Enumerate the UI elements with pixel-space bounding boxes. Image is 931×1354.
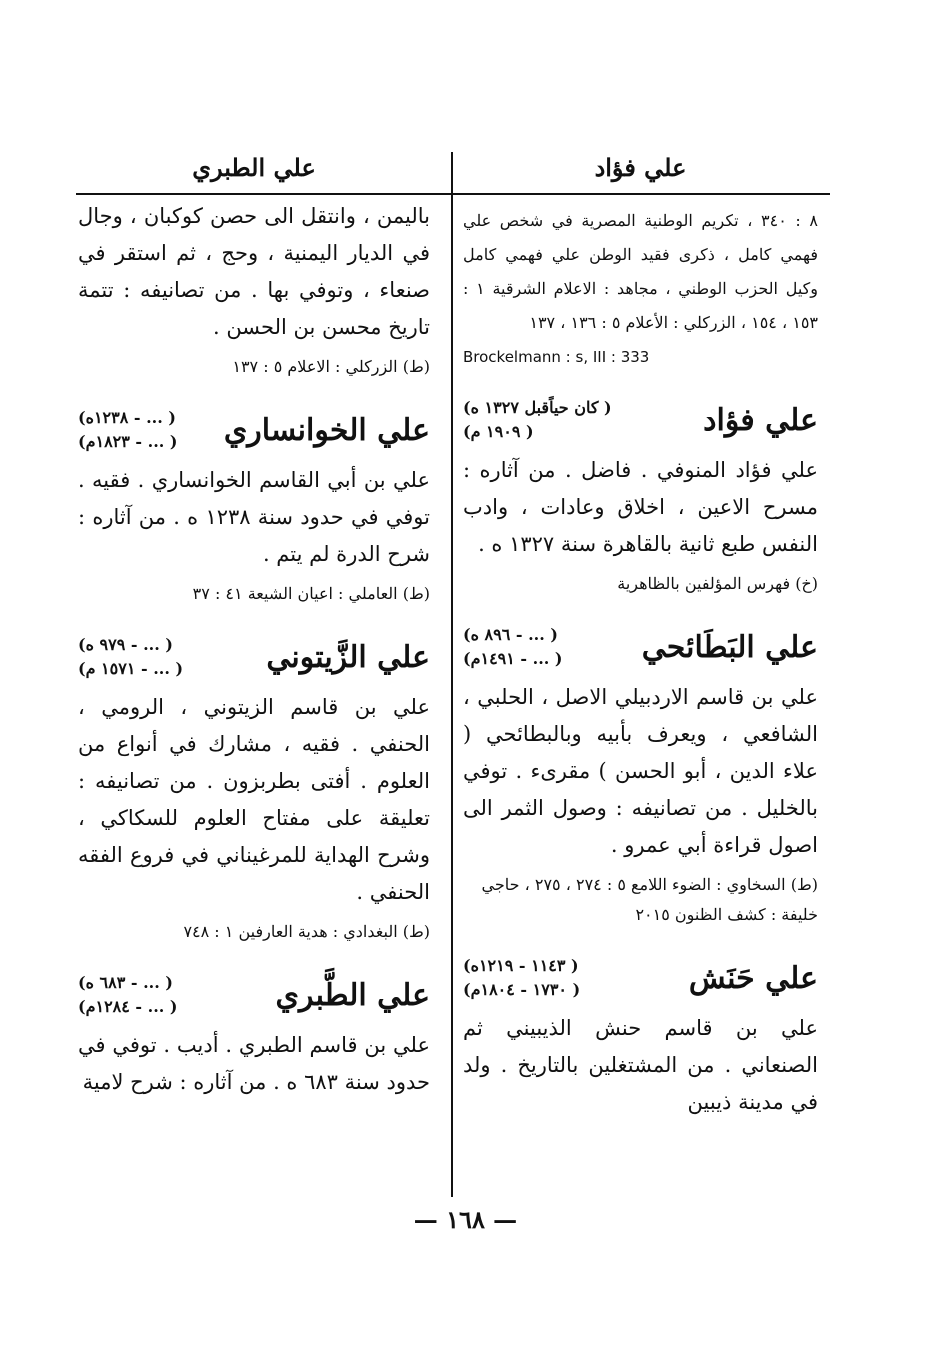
entry-header: [463, 954, 818, 1002]
entry-header: [463, 396, 818, 444]
date-gregorian: ( ١٩٠٩ م): [463, 422, 534, 441]
date-hijri: ( كان حياًقبل ١٣٢٧ ه): [463, 398, 612, 417]
date-gregorian: ( ... - ١٨٢٣م): [78, 432, 178, 451]
date-hijri: ( ... - ٩٧٩ ه): [78, 635, 173, 654]
entry-dates: [463, 623, 563, 671]
entry-body: علي فؤاد المنوفي . فاضل . من آثاره : مسرح الاعين ، اخلاق وعادات ، وادب النفس طبع ثانية بالقاهرة سنة ١٣٢٧ ه .: [463, 458, 818, 556]
entry-body: علي بن قاسم الطبري . أديب . توفي في حدود سنة ٦٨٣ ه . من آثاره : شرح لامية: [78, 1033, 430, 1094]
date-gregorian: ( ... - ١٥٧١ م): [78, 659, 184, 678]
right-top-text: ٨ : ٣٤٠ ، تكريم الوطنية المصرية في شخص علي فهمي كامل ، ذكرى فقيد الوطن علي فهمي كامل وكيل الحزب الوطني ، مجاهد : الاعلام الشرقية ١ : ١٥٣ ، ١٥٤ ، الزركلي : الأعلام ٥ : ١٣٦ ، ١٣٧: [463, 211, 819, 332]
entry-dates: [463, 954, 580, 1002]
date-hijri: ( ... - ٦٨٣ ه): [78, 973, 173, 992]
entry-header: [78, 406, 430, 454]
entry-source: (ط) البغدادي : هدية العارفين ١ : ٧٤٨: [183, 922, 430, 941]
left-running-head: علي الطبري: [192, 153, 316, 182]
left-top-source: (ط) الزركلي : الاعلام ٥ : ١٣٧: [232, 357, 430, 376]
date-gregorian: ( ... - ١٤٩١م): [463, 649, 563, 668]
entry-header: [78, 633, 430, 681]
right-column: [463, 148, 818, 1121]
right-running-head: علي فؤاد: [594, 153, 687, 182]
entry-dates: [78, 406, 178, 454]
entry-name: علي الخوانساري: [223, 412, 430, 448]
entry-dates: [78, 971, 178, 1019]
entry-source: (ط) السخاوي : الضوء اللامع ٥ : ٢٧٤ ، ٢٧٥ ، حاجي خليفة : كشف الظنون ٢٠١٥: [481, 875, 818, 924]
entry-body: علي بن قاسم حنش الذيبيني ثم الصنعاني . من المشتغلين بالتاريخ . ولد في مدينة ذيبين: [463, 1016, 818, 1114]
entry-header: [463, 623, 818, 671]
date-gregorian: ( ١٧٣٠ - ١٨٠٤م): [463, 980, 581, 999]
latin-reference: Brockelmann : s, III : 333: [463, 348, 650, 366]
entry-name: علي الطَّبري: [275, 977, 430, 1013]
entry-source: (خ) فهرس المؤلفين بالظاهرية: [617, 574, 818, 593]
date-gregorian: ( ... - ١٢٨٤م): [78, 997, 178, 1016]
entry-name: علي البَطَائحي: [641, 629, 818, 665]
left-column: [78, 148, 430, 1101]
entry-header: [78, 971, 430, 1019]
date-hijri: ( ١١٤٣ - ١٢١٩ه): [463, 956, 579, 975]
left-top-text: باليمن ، وانتقل الى حصن كوكبان ، وجال في الديار اليمنية ، وحج ، ثم استقر في صنعاء ، وتوفي بها . من تصانيفه : تتمة تاريخ محسن بن الحسن .: [78, 204, 430, 339]
page-number: — ١٦٨ —: [413, 1205, 518, 1234]
entry-name: علي الزَّيتوني: [266, 639, 430, 675]
entry-name: علي حَنَش: [688, 960, 818, 996]
date-hijri: ( ... - ٨٩٦ ه): [463, 625, 558, 644]
entry-body: علي بن قاسم الاردبيلي الاصل ، الحلبي ، الشافعي ، ويعرف بأبيه وبالبطائحي ( علاء الدين ، أبو الحسن ) مقرىء . توفي بالخليل . من تصانيفه : وصول الثمر الى اصول قراءة أبي عمرو .: [463, 685, 818, 857]
entry-source: (ط) العاملي : اعيان الشيعة ٤١ : ٣٧: [192, 584, 430, 603]
entry-dates: [463, 396, 612, 444]
entry-body: علي بن قاسم الزيتوني ، الرومي ، الحنفي . فقيه ، مشارك في أنواع من العلوم . أفتى بطربزون . من تصانيفه : تعليقة على مفتاح العلوم للسكاكي ، وشرح الهداية للمرغيناني في فروع الفقه الحنفي .: [78, 695, 430, 904]
entry-name: علي فؤاد: [703, 402, 818, 438]
date-hijri: ( ... - ١٢٣٨ه): [78, 408, 176, 427]
entry-body: علي بن أبي القاسم الخوانساري . فقيه . توفي في حدود سنة ١٢٣٨ ه . من آثاره : شرح الدرة لم يتم .: [78, 468, 431, 566]
column-divider: [451, 152, 453, 1197]
entry-dates: [78, 633, 183, 681]
